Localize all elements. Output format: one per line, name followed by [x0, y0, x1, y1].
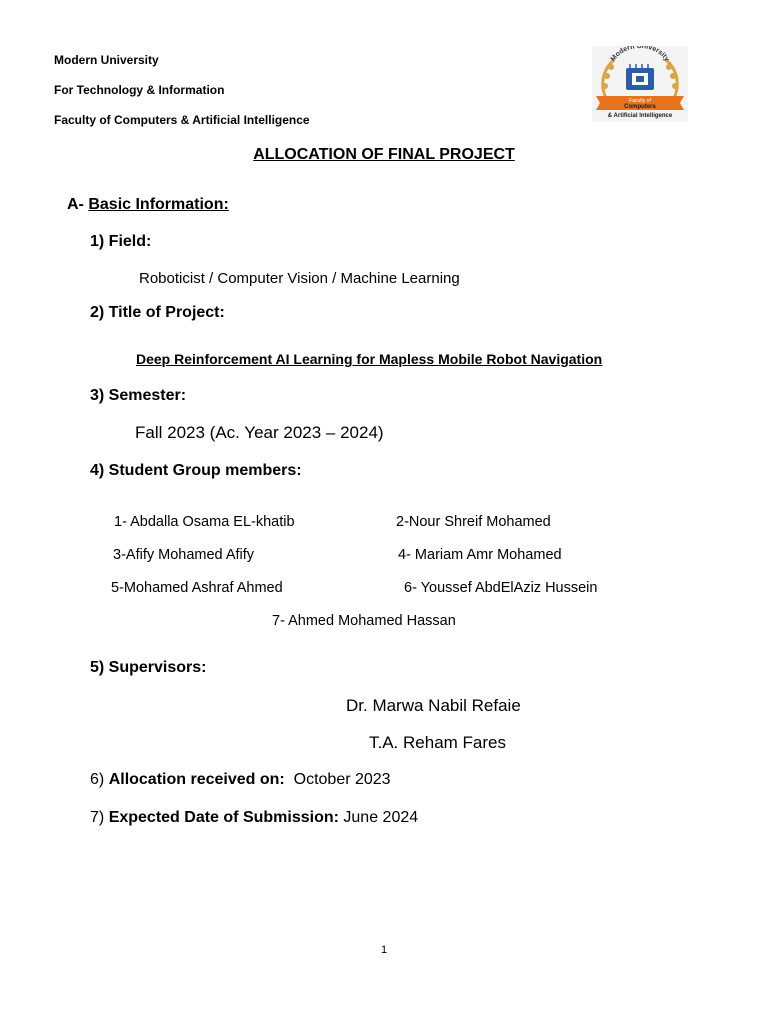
- member-item: 3-Afify Mohamed Afify: [113, 547, 255, 563]
- document-title: ALLOCATION OF FINAL PROJECT: [253, 146, 515, 163]
- submission-value: June 2024: [343, 809, 419, 826]
- faculty-logo: [592, 46, 688, 122]
- section-prefix: A-: [67, 196, 84, 213]
- university-subtitle: For Technology & Information: [54, 83, 225, 97]
- section-heading: [67, 196, 229, 214]
- allocation-value: October 2023: [293, 771, 391, 788]
- university-name: Modern University: [54, 53, 159, 67]
- logo-arc-text: Modern University: [609, 46, 671, 63]
- member-item: 6- Youssef AbdElAziz Hussein: [404, 580, 598, 596]
- submission-label: Expected Date of Submission:: [108, 809, 339, 826]
- project-title-value: Deep Reinforcement AI Learning for Mapless Mobile Robot Navigation: [136, 351, 603, 367]
- members-label: 4) Student Group members:: [90, 462, 302, 479]
- submission-number: 7): [90, 809, 105, 826]
- submission-row: [90, 809, 418, 827]
- member-item: 5-Mohamed Ashraf Ahmed: [111, 580, 283, 596]
- logo-ribbon-line1: Faculty of: [629, 98, 651, 104]
- allocation-row: [90, 771, 391, 789]
- member-item: 7- Ahmed Mohamed Hassan: [272, 613, 456, 629]
- semester-value: Fall 2023 (Ac. Year 2023 – 2024): [135, 423, 384, 442]
- supervisor-name: T.A. Reham Fares: [369, 733, 506, 752]
- supervisors-label: 5) Supervisors:: [90, 659, 207, 676]
- allocation-label: Allocation received on:: [108, 771, 285, 788]
- faculty-name: Faculty of Computers & Artificial Intelligence: [54, 113, 310, 127]
- member-item: 2-Nour Shreif Mohamed: [396, 514, 551, 530]
- project-title-label: 2) Title of Project:: [90, 304, 225, 321]
- field-value: Roboticist / Computer Vision / Machine Learning: [139, 270, 460, 287]
- member-item: 1- Abdalla Osama EL-khatib: [114, 514, 295, 530]
- member-item: 4- Mariam Amr Mohamed: [398, 547, 562, 563]
- allocation-number: 6): [90, 771, 105, 788]
- logo-ribbon-line2: Computers: [624, 104, 656, 110]
- logo-ribbon-line3: & Artificial Intelligence: [607, 113, 673, 119]
- supervisor-name: Dr. Marwa Nabil Refaie: [346, 696, 521, 715]
- page-number: 1: [380, 944, 388, 956]
- section-label: Basic Information:: [88, 196, 229, 213]
- semester-label: 3) Semester:: [90, 387, 187, 404]
- field-label: 1) Field:: [90, 233, 152, 250]
